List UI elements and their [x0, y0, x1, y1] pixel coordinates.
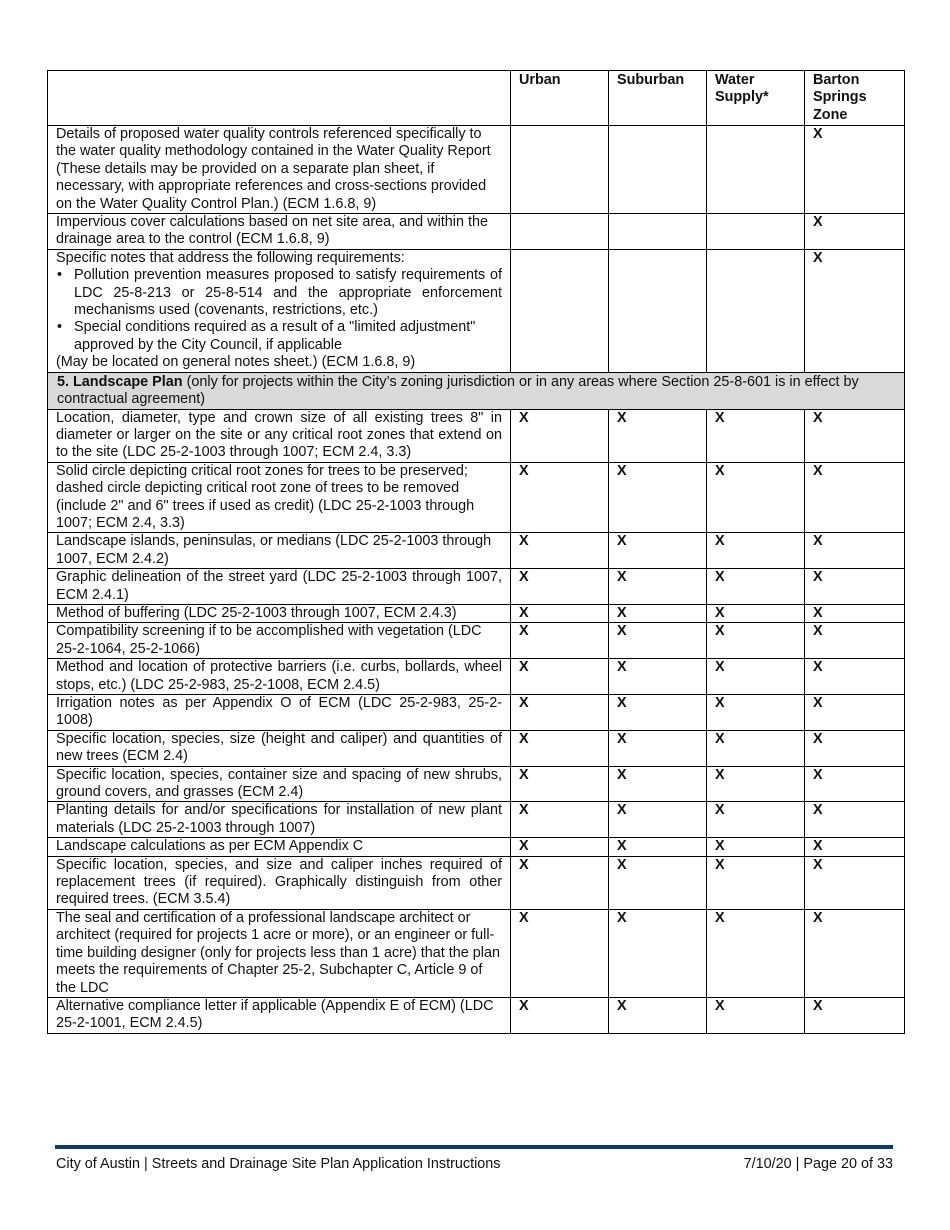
row-description: Graphic delineation of the street yard (LDC 25-2-1003 through 1007, ECM 2.4.1): [48, 569, 511, 605]
mark-cell: X: [707, 623, 805, 659]
header-urban: Urban: [511, 71, 609, 126]
mark-cell: X: [511, 659, 609, 695]
row-description: Details of proposed water quality controls referenced specifically to the water quality methodology contained in the Water Quality Report (These details may be provided on a separate plan sheet, if necessary, with appropriate references and cross-sections provided on the Water Quality Control Plan.) (ECM 1.6.8, 9): [48, 126, 511, 214]
row-description: Alternative compliance letter if applicable (Appendix E of ECM) (LDC 25-2-1001, ECM 2.4.5): [48, 997, 511, 1033]
notes-description: [48, 249, 511, 372]
mark-cell: X: [707, 569, 805, 605]
mark-cell: X: [609, 766, 707, 802]
table-row: [48, 695, 905, 731]
row-description: Method of buffering (LDC 25-2-1003 through 1007, ECM 2.4.3): [48, 604, 511, 622]
mark-cell: X: [805, 695, 905, 731]
notes-bullet-list: [56, 267, 502, 354]
mark-cell: [609, 214, 707, 250]
row-description: Impervious cover calculations based on net site area, and within the drainage area to the control (ECM 1.6.8, 9): [48, 214, 511, 250]
mark-cell: [609, 249, 707, 372]
mark-cell: X: [609, 659, 707, 695]
table-row: [48, 856, 905, 909]
mark-cell: X: [609, 730, 707, 766]
table-row: [48, 569, 905, 605]
mark-cell: X: [511, 533, 609, 569]
mark-cell: X: [707, 997, 805, 1033]
mark-cell: [511, 249, 609, 372]
header-water-supply: Water Supply*: [707, 71, 805, 126]
mark-cell: [707, 214, 805, 250]
table-body-landscape: [48, 409, 905, 1033]
table-body-top: [48, 126, 905, 410]
mark-cell: X: [609, 856, 707, 909]
mark-cell: X: [805, 856, 905, 909]
requirements-table: [47, 70, 905, 1034]
mark-cell: X: [511, 623, 609, 659]
mark-cell: X: [805, 249, 905, 372]
mark-cell: X: [511, 604, 609, 622]
row-description: Planting details for and/or specifications for installation of new plant materials (LDC 25-2-1003 through 1007): [48, 802, 511, 838]
mark-cell: X: [511, 909, 609, 997]
mark-cell: X: [805, 730, 905, 766]
footer-date-page: 7/10/20 | Page 20 of 33: [743, 1156, 893, 1172]
table-row: [48, 462, 905, 533]
mark-cell: X: [609, 623, 707, 659]
table-row-notes: [48, 249, 905, 372]
notes-intro: Specific notes that address the following requirements:: [56, 249, 405, 266]
row-description: The seal and certification of a professional landscape architect or architect (required for projects 1 acre or more), or an engineer or full-time building designer (only for projects less than 1 acre) that the plan meets the requirements of Chapter 25-2, Subchapter C, Article 9 of the LDC: [48, 909, 511, 997]
mark-cell: X: [609, 569, 707, 605]
row-description: Solid circle depicting critical root zones for trees to be preserved; dashed circle depicting critical root zone of trees to be removed (include 2" and 6" trees if used as credit) (LDC 25-2-1003 through 1007; ECM 2.4, 3.3): [48, 462, 511, 533]
mark-cell: X: [805, 214, 905, 250]
mark-cell: X: [609, 997, 707, 1033]
header-description: [48, 71, 511, 126]
table-row: [48, 766, 905, 802]
table-row: [48, 909, 905, 997]
table-row: [48, 604, 905, 622]
table-row: [48, 730, 905, 766]
table-row: [48, 659, 905, 695]
mark-cell: X: [805, 604, 905, 622]
section-heading: [48, 372, 905, 409]
mark-cell: X: [609, 533, 707, 569]
mark-cell: X: [511, 462, 609, 533]
mark-cell: X: [805, 909, 905, 997]
row-description: Landscape islands, peninsulas, or medians (LDC 25-2-1003 through 1007, ECM 2.4.2): [48, 533, 511, 569]
mark-cell: X: [805, 802, 905, 838]
row-description: Specific location, species, size (height and caliper) and quantities of new trees (ECM 2.4): [48, 730, 511, 766]
footer-divider: [55, 1145, 893, 1149]
mark-cell: [511, 214, 609, 250]
mark-cell: X: [707, 766, 805, 802]
notes-bullet: • Pollution prevention measures proposed to satisfy requirements of LDC 25-8-213 or 25-8-514 and the appropriate enforcement mechanisms used (covenants, restrictions, etc.): [74, 267, 502, 319]
mark-cell: X: [707, 856, 805, 909]
mark-cell: X: [511, 838, 609, 856]
table-row: [48, 838, 905, 856]
section-note: (only for projects within the City’s zoning jurisdiction or in any areas where Section 25-8-601 is in effect by contractual agreement): [57, 373, 859, 408]
header-barton-springs-zone: Barton Springs Zone: [805, 71, 905, 126]
mark-cell: [707, 126, 805, 214]
mark-cell: X: [707, 695, 805, 731]
mark-cell: X: [609, 802, 707, 838]
mark-cell: X: [609, 409, 707, 462]
mark-cell: X: [511, 730, 609, 766]
row-description: Specific location, species, container size and spacing of new shrubs, ground covers, and grasses (ECM 2.4): [48, 766, 511, 802]
mark-cell: X: [511, 766, 609, 802]
section-title: 5. Landscape Plan: [57, 373, 183, 390]
row-description: Location, diameter, type and crown size of all existing trees 8" in diameter or larger on the site or any critical root zones that extend on to the site (LDC 25-2-1003 through 1007; ECM 2.4, 3.3): [48, 409, 511, 462]
table-row: [48, 997, 905, 1033]
header-row: [48, 71, 905, 126]
table-row: [48, 214, 905, 250]
mark-cell: X: [805, 623, 905, 659]
mark-cell: X: [707, 730, 805, 766]
row-description: Irrigation notes as per Appendix O of ECM (LDC 25-2-983, 25-2-1008): [48, 695, 511, 731]
mark-cell: X: [707, 838, 805, 856]
mark-cell: X: [805, 126, 905, 214]
mark-cell: X: [707, 604, 805, 622]
mark-cell: X: [707, 802, 805, 838]
notes-outro: (May be located on general notes sheet.) (ECM 1.6.8, 9): [56, 354, 416, 371]
table-row: [48, 533, 905, 569]
header-suburban: Suburban: [609, 71, 707, 126]
footer-document-title: City of Austin | Streets and Drainage Site Plan Application Instructions: [56, 1156, 501, 1172]
mark-cell: [609, 126, 707, 214]
table-row: [48, 409, 905, 462]
mark-cell: X: [707, 409, 805, 462]
row-description: Landscape calculations as per ECM Appendix C: [48, 838, 511, 856]
mark-cell: X: [707, 659, 805, 695]
mark-cell: X: [707, 909, 805, 997]
mark-cell: X: [511, 569, 609, 605]
mark-cell: X: [511, 409, 609, 462]
mark-cell: X: [511, 997, 609, 1033]
table-row: [48, 623, 905, 659]
table-row: [48, 802, 905, 838]
mark-cell: X: [805, 569, 905, 605]
table-row: [48, 126, 905, 214]
mark-cell: X: [609, 462, 707, 533]
row-description: Specific location, species, and size and caliper inches required of replacement trees (if required). Graphically distinguish from other required trees. (ECM 3.5.4): [48, 856, 511, 909]
mark-cell: [707, 249, 805, 372]
mark-cell: X: [805, 659, 905, 695]
mark-cell: X: [609, 695, 707, 731]
mark-cell: X: [707, 533, 805, 569]
mark-cell: X: [511, 695, 609, 731]
row-description: Compatibility screening if to be accomplished with vegetation (LDC 25-2-1064, 25-2-1066): [48, 623, 511, 659]
mark-cell: X: [805, 766, 905, 802]
mark-cell: X: [805, 462, 905, 533]
mark-cell: [511, 126, 609, 214]
row-description: Method and location of protective barriers (i.e. curbs, bollards, wheel stops, etc.) (LDC 25-2-983, 25-2-1008, ECM 2.4.5): [48, 659, 511, 695]
mark-cell: X: [805, 409, 905, 462]
mark-cell: X: [707, 462, 805, 533]
mark-cell: X: [609, 909, 707, 997]
mark-cell: X: [609, 604, 707, 622]
notes-bullet: • Special conditions required as a result of a "limited adjustment" approved by the City Council, if applicable: [74, 319, 502, 354]
section-row-landscape-plan: [48, 372, 905, 409]
mark-cell: X: [805, 997, 905, 1033]
mark-cell: X: [805, 533, 905, 569]
mark-cell: X: [511, 856, 609, 909]
mark-cell: X: [609, 838, 707, 856]
mark-cell: X: [805, 838, 905, 856]
mark-cell: X: [511, 802, 609, 838]
